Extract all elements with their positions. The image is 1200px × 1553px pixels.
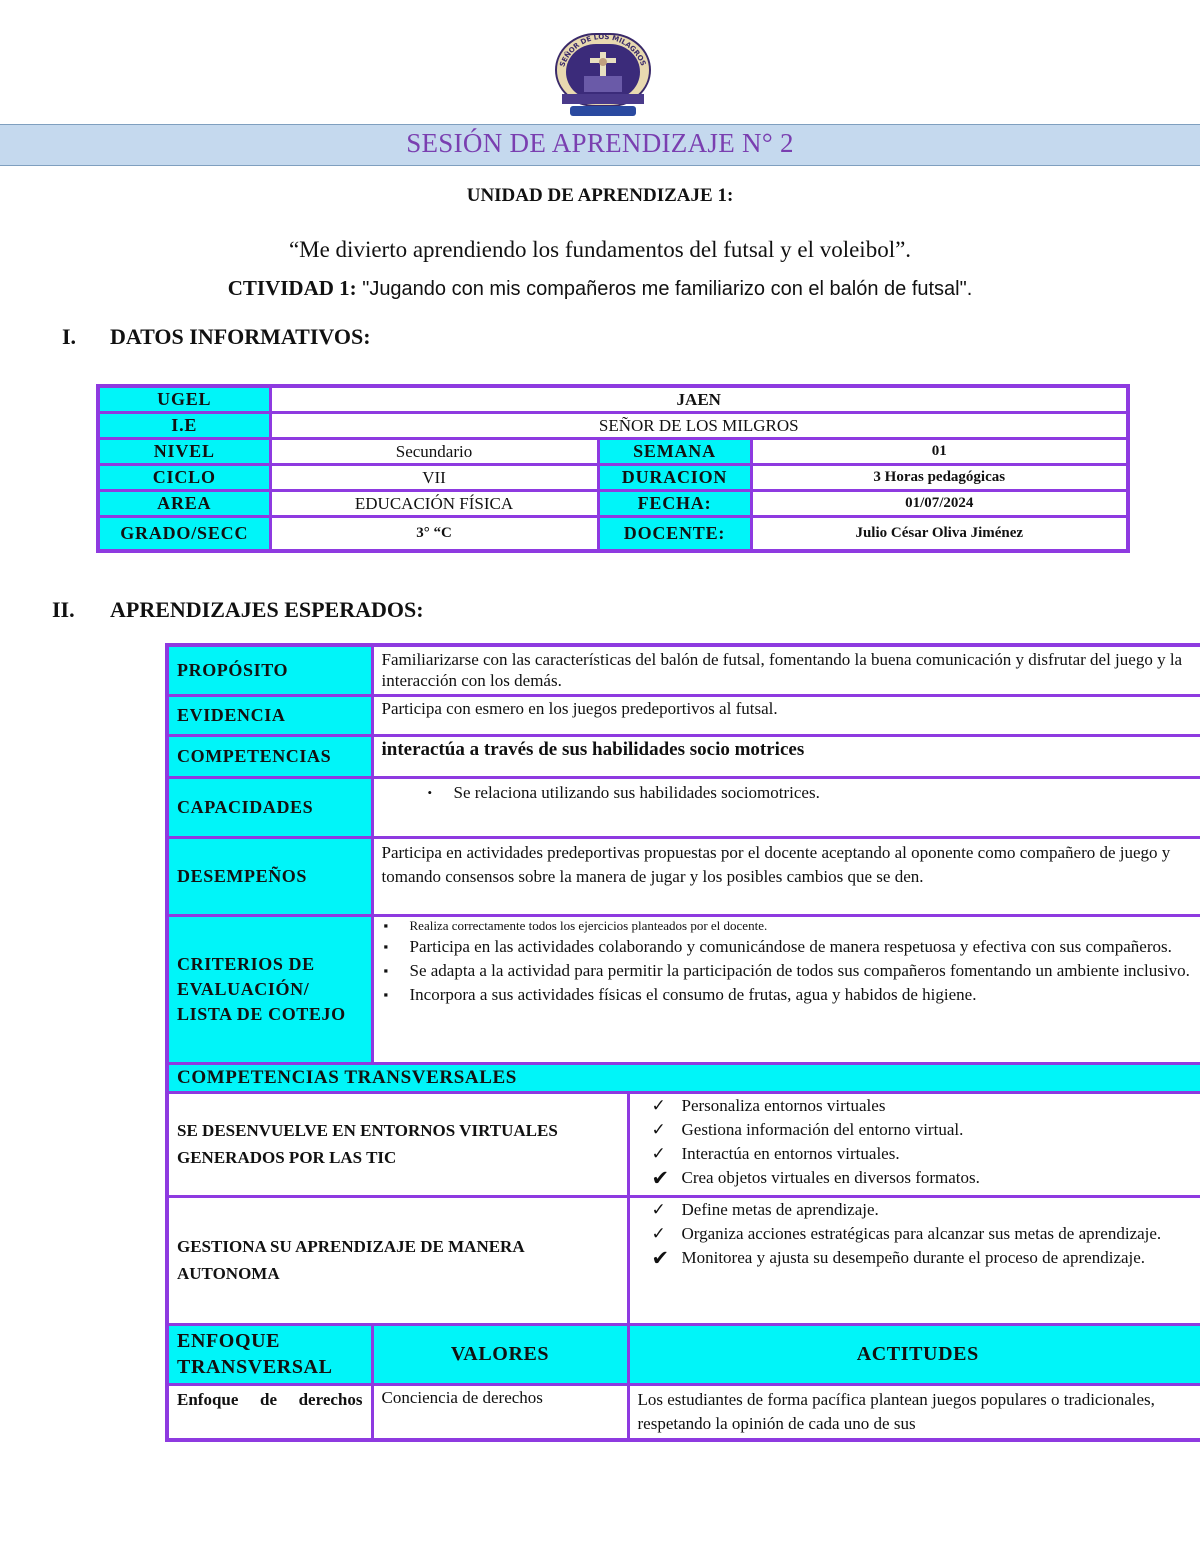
list-item: ▪ Participa en las actividades colaborando y comunicándose de manera respetuosa y efectiva con sus compañeros.	[383, 936, 1172, 956]
cell-label: EVIDENCIA	[167, 695, 372, 735]
section-title: APRENDIZAJES ESPERADOS:	[110, 597, 424, 622]
cell-value	[628, 1196, 1200, 1324]
cell-label: I.E	[98, 413, 270, 439]
section-title: DATOS INFORMATIVOS:	[110, 324, 371, 349]
table-row	[98, 491, 1128, 517]
table-row	[167, 1063, 1200, 1092]
cell-value: interactúa a través de sus habilidades socio motrices	[372, 735, 1200, 777]
table-row	[167, 777, 1200, 837]
cell-value: 01/07/2024	[751, 491, 1128, 517]
list-item: ✓ Interactúa en entornos virtuales.	[630, 1142, 1200, 1166]
table-row	[167, 1092, 1200, 1196]
unit-motto: “Me divierto aprendiendo los fundamentos del futsal y el voleibol”.	[288, 237, 912, 262]
cell-label: CAPACIDADES	[167, 777, 372, 837]
table-row	[167, 1384, 1200, 1440]
table-row	[167, 915, 1200, 1063]
check-icon: ✓	[651, 1095, 666, 1115]
valores-value: Conciencia de derechos	[372, 1384, 628, 1440]
cell-label: PROPÓSITO	[167, 645, 372, 695]
tic-checklist	[630, 1094, 1200, 1190]
cell-label: SEMANA	[598, 439, 751, 465]
cell-value: SEÑOR DE LOS MILGROS	[270, 413, 1128, 439]
cell-value: EDUCACIÓN FÍSICA	[270, 491, 598, 517]
cell-value: 01	[751, 439, 1128, 465]
autonoma-checklist	[630, 1198, 1200, 1270]
cell-label: SE DESENVUELVE EN ENTORNOS VIRTUALES GENERADOS POR LAS TIC	[167, 1092, 628, 1196]
cell-value: Secundario	[270, 439, 598, 465]
cell-value: VII	[270, 465, 598, 491]
cell-value: 3 Horas pedagógicas	[751, 465, 1128, 491]
table-row	[167, 837, 1200, 915]
table-row	[167, 735, 1200, 777]
table-row	[167, 695, 1200, 735]
table-row	[98, 517, 1128, 551]
cell-value: Participa en actividades predeportivas propuestas por el docente aceptando al oponente como compañero de juego y tomando consensos sobre la manera de jugar y los posibles cambios que se den.	[372, 837, 1200, 915]
svg-text:SEÑOR DE LOS MILAGROS: SEÑOR DE LOS MILAGROS	[558, 32, 648, 69]
cell-label: DESEMPEÑOS	[167, 837, 372, 915]
cell-value	[372, 915, 1200, 1063]
cell-label: FECHA:	[598, 491, 751, 517]
list-item: ✓ Personaliza entornos virtuales	[630, 1094, 1200, 1118]
list-item: • Se relaciona utilizando sus habilidades sociomotrices.	[427, 782, 820, 802]
table-row	[167, 1324, 1200, 1384]
list-item: ✔ Monitorea y ajusta su desempeño durante el proceso de aprendizaje.	[651, 1245, 1146, 1270]
cell-label: GRADO/SECC	[98, 517, 270, 551]
section-datos-heading	[62, 324, 371, 350]
transversales-heading: COMPETENCIAS TRANSVERSALES	[167, 1063, 1200, 1092]
cell-value	[372, 777, 1200, 837]
cell-value: 3° “C	[270, 517, 598, 551]
cell-value: Participa con esmero en los juegos predeportivos al futsal.	[372, 695, 1200, 735]
actitudes-header: ACTITUDES	[628, 1324, 1200, 1384]
table-row	[167, 645, 1200, 695]
section-number: II.	[52, 597, 75, 622]
check-icon: ✔	[651, 1245, 670, 1270]
school-crest-logo	[548, 18, 658, 120]
cell-value: Familiarizarse con las características del balón de futsal, fomentando la buena comunicación y disfrutar del juego y la interacción con los demás.	[372, 645, 1200, 695]
criterios-list	[380, 917, 1200, 1007]
cell-label: CICLO	[98, 465, 270, 491]
valores-header: VALORES	[372, 1324, 628, 1384]
section-aprendizajes-heading	[52, 597, 424, 623]
check-icon: ✓	[651, 1223, 666, 1243]
activity-label: CTIVIDAD 1:	[227, 276, 357, 300]
cell-label: NIVEL	[98, 439, 270, 465]
cell-label: UGEL	[98, 386, 270, 413]
cell-value	[628, 1092, 1200, 1196]
cell-label: CRITERIOS DE EVALUACIÓN/ LISTA DE COTEJO	[167, 915, 372, 1063]
activity-line	[0, 276, 1200, 301]
cell-value: Julio César Oliva Jiménez	[751, 517, 1128, 551]
list-item: ✓ Organiza acciones estratégicas para alcanzar sus metas de aprendizaje.	[630, 1222, 1200, 1246]
check-icon: ✓	[651, 1143, 666, 1163]
check-icon: ✓	[651, 1199, 666, 1219]
capacidades-list	[382, 781, 1199, 805]
cell-value: JAEN	[270, 386, 1128, 413]
page-title: SESIÓN DE APRENDIZAJE N° 2	[406, 128, 794, 158]
table-row	[98, 465, 1128, 491]
cell-label: COMPETENCIAS	[167, 735, 372, 777]
list-item: ▪ Se adapta a la actividad para permitir la participación de todos sus compañeros fomentando un ambiente inclusivo.	[383, 960, 1190, 980]
cell-label: DURACION	[598, 465, 751, 491]
list-item: ▪ Incorpora a sus actividades físicas el consumo de frutas, agua y habidos de higiene.	[383, 984, 977, 1004]
section-number: I.	[62, 324, 77, 349]
list-item: ✔ Crea objetos virtuales en diversos formatos.	[651, 1165, 980, 1190]
table-row	[98, 386, 1128, 413]
unit-heading: UNIDAD DE APRENDIZAJE 1:	[466, 185, 734, 206]
actitudes-value: Los estudiantes de forma pacífica plantean juegos populares o tradicionales, respetando la opinión de cada uno de sus	[628, 1384, 1200, 1440]
aprendizajes-table	[165, 643, 1200, 1442]
list-item: ✓ Gestiona información del entorno virtual.	[630, 1118, 1200, 1142]
check-icon: ✓	[651, 1119, 666, 1139]
cell-label: GESTIONA SU APRENDIZAJE DE MANERA AUTONOMA	[167, 1196, 628, 1324]
cell-label: DOCENTE:	[598, 517, 751, 551]
check-icon: ✔	[651, 1165, 670, 1190]
list-item: ▪ Realiza correctamente todos los ejercicios planteados por el docente.	[383, 917, 768, 933]
datos-informativos-table	[96, 384, 1130, 553]
enfoque-value: Enfoque de derechos	[167, 1384, 372, 1440]
enfoque-header: ENFOQUE TRANSVERSAL	[167, 1324, 372, 1384]
table-row	[98, 439, 1128, 465]
table-row	[167, 1196, 1200, 1324]
activity-value: "Jugando con mis compañeros me familiarizo con el balón de futsal".	[356, 278, 973, 300]
list-item: ✓ Define metas de aprendizaje.	[630, 1198, 1200, 1222]
cell-label: AREA	[98, 491, 270, 517]
table-row	[98, 413, 1128, 439]
